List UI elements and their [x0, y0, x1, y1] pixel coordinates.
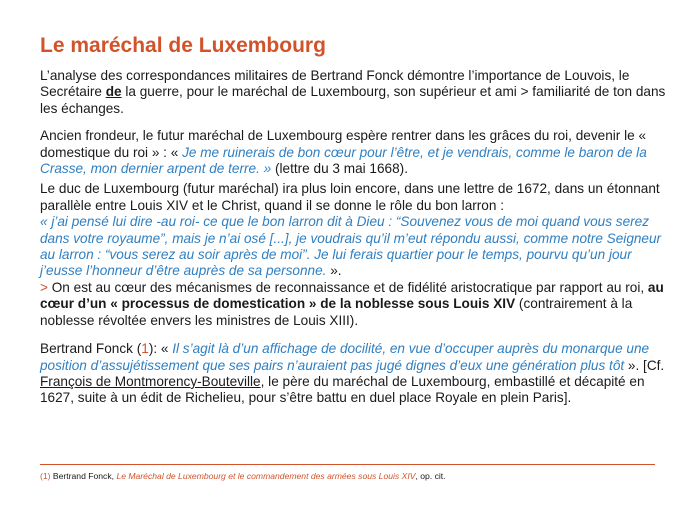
slide-title: Le maréchal de Luxembourg — [40, 34, 326, 57]
p3-text-2: ». — [326, 263, 342, 279]
p3-text-1: Le duc de Luxembourg (futur maréchal) ira plus loin encore, dans une lettre de 1672, dans un étonnant parallèle entre Louis XIV et le Christ, quand il se donne le rôle du bon larron : — [40, 181, 660, 213]
p2-quote: Je me ruinerais de bon cœur pour l’être, et je vendrais, comme le baron de la Crasse, mon dernier arpent de terre. » — [40, 144, 647, 177]
p5-quote: Il s’agit là d’un affichage de docilité, en vue d’occuper auprès du monarque une position d’assujétissement que ses pairs n’auraient pas jugé dignes d’eux une génération plus tôt — [40, 341, 650, 373]
paragraph-bon-larron — [40, 181, 670, 279]
p5-text-1: Bertrand Fonck ( — [40, 341, 142, 357]
footnote-author: Bertrand Fonck, — [50, 471, 117, 481]
p4-text-1: On est au cœur des mécanismes de reconnaissance et de fidélité aristocratique par rapport au roi, — [47, 279, 648, 295]
footnote-rest: , op. cit. — [415, 471, 446, 481]
paragraph-domestication — [40, 280, 670, 329]
paragraph-frondeur — [40, 128, 670, 177]
p5-text-2: ): « — [148, 341, 173, 357]
p3-quote: « j’ai pensé lui dire -au roi- ce que le bon larron dit à Dieu : “Souvenez vous de moi quand vous serez dans votre royaume”, mais je n’ai osé [...], je voudrais qu’il m’eut répondu aussi, comme notre Seigneur au larron : “vous serez au soir après de moi”. Je lui ferais quartier pour le temps, pourvu qu’un jour j’eusse l’honneur d’être auprès de sa personne. — [40, 214, 662, 279]
footnote-number: (1) — [40, 471, 51, 481]
p5-text-4: , le père du maréchal de Luxembourg, embastillé et décapité en 1627, suite à un édit de Richelieu, pour s’être battu en duel place Royale en plein Paris]. — [40, 373, 645, 406]
p4-text-2: (contrairement à la noblesse révoltée envers les ministres de Louis XIII). — [40, 296, 633, 328]
footnote-book-title: Le Maréchal de Luxembourg et le commandement des armées sous Louis XIV — [116, 471, 416, 481]
p4-bold: au cœur d’un « processus de domestication » de la noblesse sous Louis XIV — [40, 279, 664, 312]
footer-divider — [40, 464, 655, 465]
footnote — [40, 471, 670, 482]
p5-text-3: ». [Cf. — [624, 357, 665, 373]
paragraph-louvois — [40, 68, 670, 117]
p1-text-2: la guerre, pour le maréchal de Luxembourg, son supérieur et ami — [121, 84, 521, 100]
paragraph-fonck-citation — [40, 341, 670, 407]
p1-arrow: > — [520, 84, 529, 100]
p1-text-3: familiarité de ton dans les échanges. — [40, 84, 666, 116]
p4-arrow: > — [40, 279, 48, 295]
footnote-ref-link[interactable]: 1 — [141, 341, 149, 357]
p2-text-1: Ancien frondeur, le futur maréchal de Luxembourg espère rentrer dans les grâces du roi, devenir le « domestique du roi » : « — [40, 128, 647, 160]
slide-body — [40, 68, 670, 407]
p5-name-link[interactable]: François de Montmorency-Bouteville — [40, 373, 261, 389]
p2-text-2: (lettre du 3 mai 1668). — [271, 161, 408, 177]
p1-emphasis-de: de — [105, 84, 122, 100]
p1-text-1: L’analyse des correspondances militaires de Bertrand Fonck démontre l’importance de Louvois, le Secrétaire — [40, 68, 630, 100]
